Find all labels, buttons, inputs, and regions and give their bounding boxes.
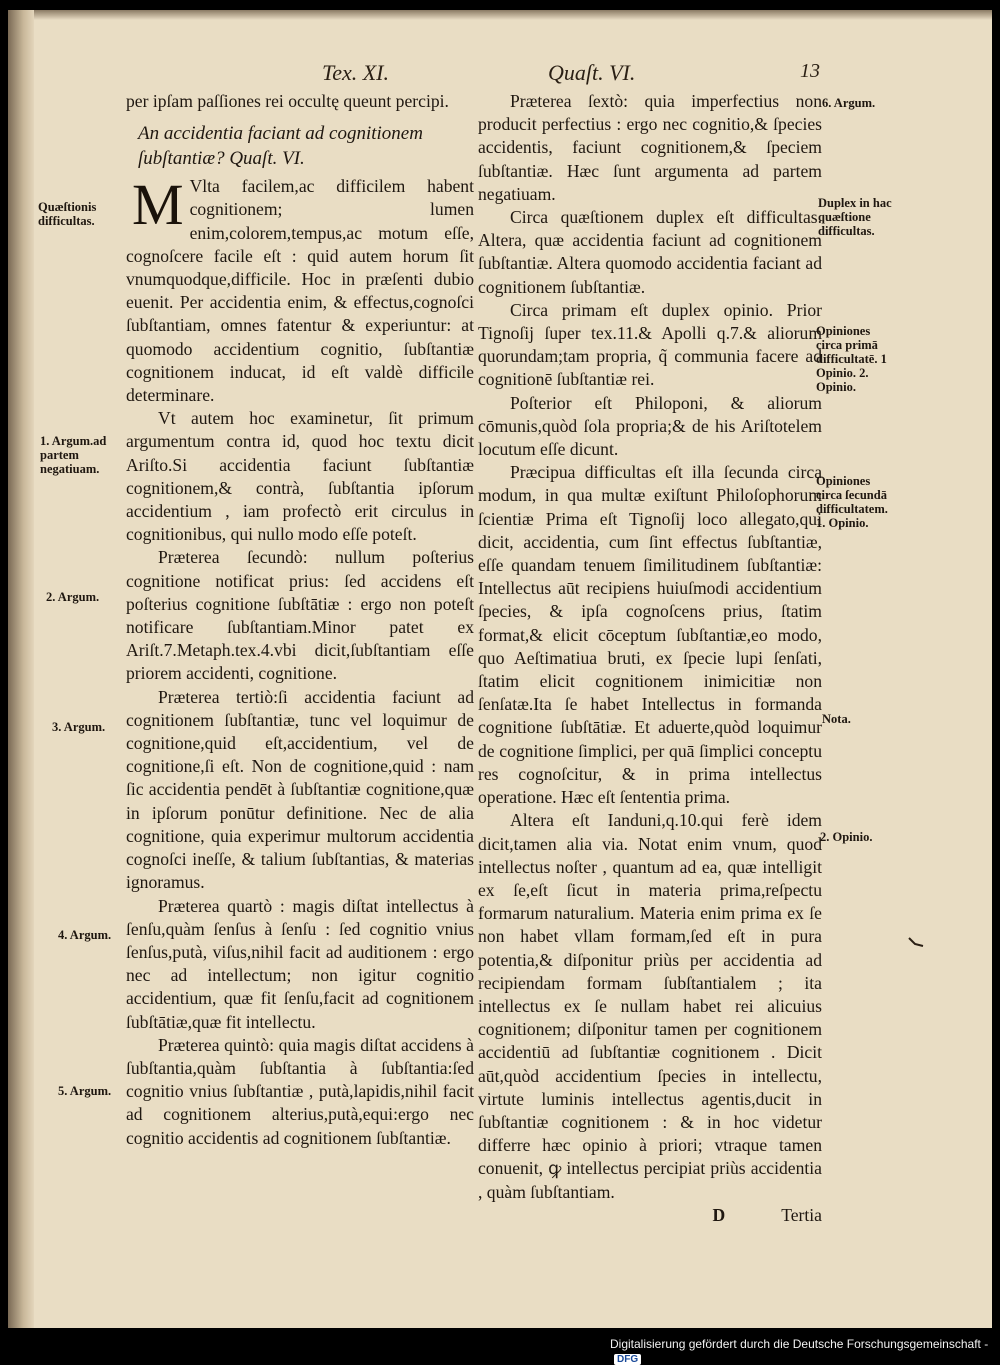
margin-note-opiniones-1: Opiniones circa primā difficultatē. 1 Opinio. 2. Opinio. [816,324,887,394]
opinion-paragraph-2: Poſterior eſt Philoponi, & aliorum cōmunis,quòd ſola propria;& de his Ariſtotelem locutum eſſe dicunt. [478,392,822,460]
dfg-logo: DFG [614,1354,641,1365]
jandunus-paragraph: Altera eſt Ianduni,q.10.qui ferè idem dicit,tamen alia via. Notat enim vnum, quod intellectus noſter , quantum ad ea, quæ intelligit ex ſe,eſt ſicut in materia prima,reſpectu formarum naturalium. Materia enim prima ex ſe non habet vllam formam,ſed eſt in pura potentia,& diſponitur priùs per accidentia ad recipiendam formam ſubſtantialem ; ita intellectus ex ſe nullam habet rei alicuius cognitionem; diſponitur tamen per cognitionem accidentiū ad ſubſtantiæ cognitionem . Dicit aūt,quòd accidentium ſpecies in intellectu, virtute luminis intellectus agentis,ducit in ſubſtantiæ cognitionem : & in hoc videtur differre hæc opinio à priori; vtraque tamen conuenit, ꝙ intellectus percipiat priùs accidentia , quàm ſubſtantiam. [478,810,822,1202]
margin-note-opiniones-2: Opiniones circa ſecundā difficultatem. 1. Opinio. [816,474,888,530]
margin-note-argum-6: 6. Argum. [822,96,876,110]
signature-mark: D [712,1204,726,1225]
right-column [478,90,822,1227]
page-edge-left [8,10,34,1328]
opinion-paragraph-1: Circa primam eſt duplex opinio. Prior Tignoſij ſuper tex.11.& Apolli q.7.& aliorum quorundam;tam propria, q̃ communia facere ad cognitionē ſubſtantiæ rei. [478,299,822,390]
margin-note-opinio-2: 2. Opinio. [820,830,873,844]
footer-text: Digitalisierung gefördert durch die Deutsche Forschungsgemeinschaft - [610,1337,989,1351]
margin-note-argum-2: 2. Argum. [46,590,100,604]
catchword: Tertia [781,1204,822,1225]
margin-note-argum-4: 4. Argum. [58,928,112,942]
opening-paragraph [126,172,474,407]
margin-note-duplex: Duplex in hac quæſtione difficultas. [818,196,892,238]
argument-paragraph-6: Præterea ſextò: quia imperfectius non producit perfectius : ergo nec cognitio,& ſpecies accidentis, faciunt cognitionem,& ſpeciem ſubſtantiæ. Hæc ſunt argumenta ad partem negatiuam. [478,91,822,204]
left-column [126,90,474,1150]
page-foot-line [478,1204,822,1227]
main-difficulty-paragraph: Præcipua difficultas eſt illa ſecunda circa modum, in qua multæ exiſtunt Philoſophorum ſcientiæ Prima eſt Tignoſij loco allegato,qui dicit, accidentia, cum ſint effectus ſubſtantiæ, eſſe quandam tenuem ſimilitudinem ſubſtantiæ: Intellectus aūt recipiens huiuſmodi accidentium ſpecies, & ipſa cognoſcens prius, ſtatim format,& elicit cōceptum ſubſtantiæ,eo modo, quo Aeſtimatiua bruti, ex ſpecie lupi ſenſati, ſtatim elicit cognitionem inimicitiæ non ſenſatæ.Ita ſe habet Intellectus in formanda cognitione ſubſtātiæ. Et aduerte,quòd loquimur de cognitione ſimplici, per quā ſimplici conceptu res cognoſcitur, & in prima intellectus operatione. Hæc eſt ſententia prima. [478,462,822,808]
margin-note-nota: Nota. [822,712,851,726]
continuation-text: per ipſam paſſiones rei occultę queunt percipi. [126,91,449,111]
argument-paragraph-4: Præterea quartò : magis diſtat intellectus à ſenſu,quàm ſenſus à ſenſu : ſed cognitio vnius ſenſus,putà, viſus,nihil facit ad auditionem : ergo nec ad intellectum; non igitur cognitio accidentium, quæ fit ſenſu,facit ad cognitionem ſubſtātiæ,quæ fit intellectu. [126,895,474,1032]
drop-capital: M [132,172,184,238]
argument-paragraph-3: Præterea tertiò:ſi accidentia faciunt ad cognitionem ſubſtantiæ, tunc vel loquimur de cognitione,quid eſt,accidentium, vel de cognitione,ſi eſt. Non de cognitione,quid : nam ſic accidentia pendēt à ſubſtantiæ cognitione,quæ in ipſorum ponūtur definitione. Nec de alia cognitione, quia experimur multorum accidentia cognoſci ineſſe, & talium ſubſtantias, & materias ignoramus. [126,686,474,893]
margin-note-argum-5: 5. Argum. [58,1084,112,1098]
difficulty-paragraph: Circa quæſtionem duplex eſt difficultas. Altera, quæ accidentia faciunt ad cognitionem ſubſtantiæ. Altera quomodo accidentia faciant ad cognitionem ſubſtantiæ. [478,207,822,297]
argument-paragraph-2: Præterea ſecundò: nullum poſterius cognitione notificat prius: ſed accidens eſt poſterius cognitione ſubſtātiæ : ergo non poteſt notificare ſubſtantiam.Minor patet ex Ariſt.7.Metaph.tex.4.vbi dicit,ſubſtantiam eſſe priorem accidenti, cognitione. [126,547,474,684]
question-heading: An accidentia faciant ad cognitionem ſubſtantiæ? Quaſt. VI. [138,123,423,170]
header-text-quaest: Quaſt. VI. [548,60,636,85]
margin-note-argum-3: 3. Argum. [52,720,106,734]
opening-paragraph-text: Vlta facilem,ac difficilem habent cognitionem; lumen enim,colorem,tempus,ac motum eſſe, cognoſcere facile eſt : quid autem horum ſit vnumquodque,difficile. Hoc in præſenti dubio euenit. Per accidentia enim, & effectus,cognoſci ſubſtantiam, omnes fatentur & experiuntur: at quomodo accidentium cognitio, ſubſtantiæ cognitionem inducat, id eſt valdè difficile determinare. [126,176,474,406]
page-edge-top [8,10,992,20]
page-number: 13 [800,60,820,82]
running-header [0,60,1000,90]
header-text-tex: Tex. XI. [322,60,390,85]
argument-paragraph-1: Vt autem hoc examinetur, ſit primum argumentum contra id, quod hoc textu dicit Ariſto.Si accidentia faciunt ſubſtantiæ cognitionem,& contrà, ſubſtantia ipſorum accidentium , iam profectò erit circulus in cognitionibus, qui nullo modo eſſe poteſt. [126,408,474,545]
margin-note-argum-1: 1. Argum.ad partem negatiuam. [40,434,107,476]
ink-mark-icon [908,936,924,950]
digitization-footer [610,1337,1000,1365]
argument-paragraph-5: Præterea quintò: quia magis diſtat accidens à ſubſtantia,quàm ſubſtantia à ſubſtantia:ſed cognitio vnius ſubſtantiæ , putà,lapidis,nihil facit ad cognitionem alterius,putà,equi:ergo nec cognitio accidentis ad cognitionem ſubſtantiæ. [126,1034,474,1148]
margin-note-difficultas: Quæſtionis difficultas. [38,200,97,228]
